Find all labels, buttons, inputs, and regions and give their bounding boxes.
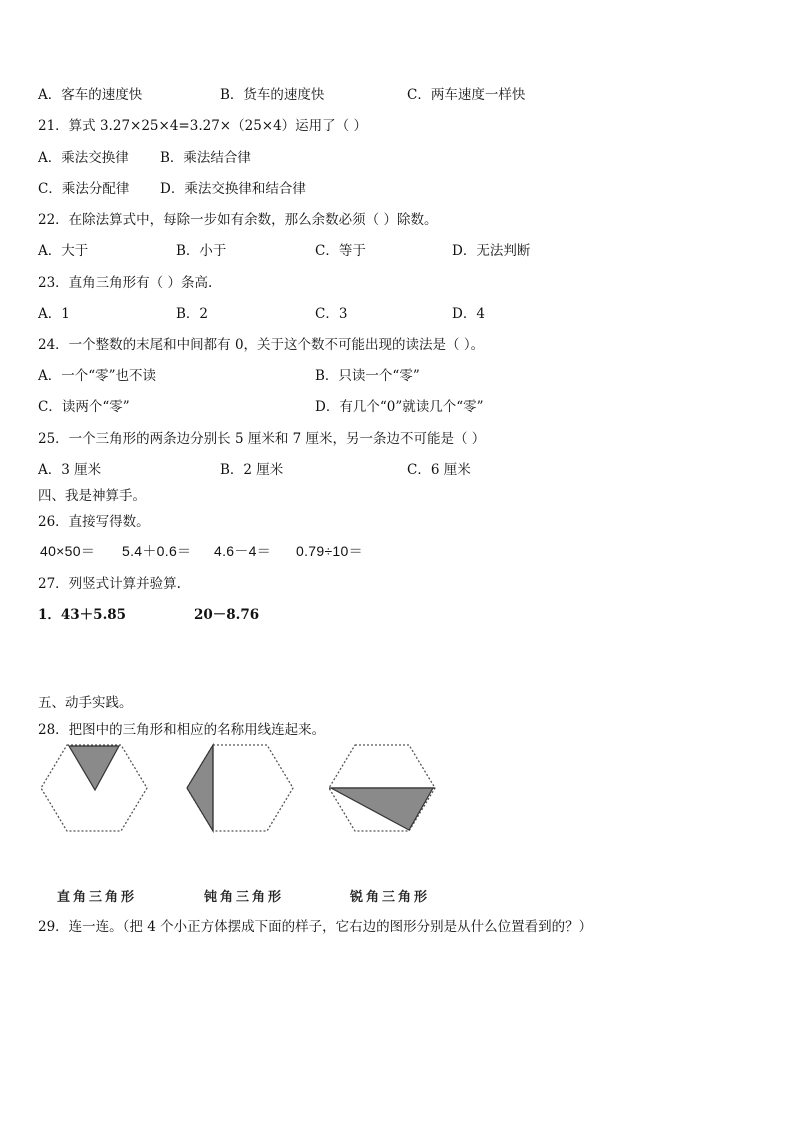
section-4-title: 四、我是神算手。 <box>38 488 146 504</box>
q23-option-d: D．4 <box>452 306 485 322</box>
q22-option-d: D．无法判断 <box>452 243 531 259</box>
q23-stem: 23．直角三角形有（ ）条高. <box>38 275 213 291</box>
q21-option-a: A．乘法交换律 <box>38 150 129 166</box>
q24-option-c: C．读两个“零” <box>38 399 130 415</box>
q21-option-c: C．乘法分配律 <box>38 181 130 197</box>
q26-item-4: 0.79÷10＝ <box>296 543 363 559</box>
q21-stem: 21．算式 3.27×25×4=3.27×（25×4）运用了（ ） <box>38 118 367 134</box>
q22-option-a: A．大于 <box>38 243 89 259</box>
q24-option-a: A．一个“零”也不读 <box>38 368 157 384</box>
q27-item-2: 20－8.76 <box>194 607 260 623</box>
label-acute-triangle: 锐角三角形 <box>350 890 431 905</box>
q26-stem: 26．直接写得数。 <box>38 514 150 530</box>
section-5-title: 五、动手实践。 <box>38 695 133 711</box>
q29-stem: 29．连一连。（把 4 个小正方体摆成下面的样子，它右边的图形分别是从什么位置看到的？） <box>38 919 593 935</box>
q21-option-b: B．乘法结合律 <box>160 150 251 166</box>
q24-stem: 24．一个整数的末尾和中间都有 0，关于这个数不可能出现的读法是（ ）。 <box>38 337 485 353</box>
q27-item-1: 1．43＋5.85 <box>38 607 127 623</box>
q25-option-c: C．6 厘米 <box>407 462 471 478</box>
q23-option-b: B．2 <box>176 306 209 322</box>
q23-option-c: C．3 <box>315 306 348 322</box>
q24-option-d: D．有几个“0”就读几个“零” <box>315 399 484 415</box>
obtuse-triangle-shape <box>187 745 213 831</box>
hexagon-figure-3 <box>326 742 438 834</box>
q24-option-b: B．只读一个“零” <box>315 368 420 384</box>
q20-option-c: C．两车速度一样快 <box>407 87 526 103</box>
q25-stem: 25．一个三角形的两条边分别长 5 厘米和 7 厘米，另一条边不可能是（ ） <box>38 431 486 447</box>
q28-stem: 28．把图中的三角形和相应的名称用线连起来。 <box>38 722 326 738</box>
q25-option-b: B．2 厘米 <box>220 462 284 478</box>
label-obtuse-triangle: 钝角三角形 <box>204 890 285 905</box>
q22-option-c: C．等于 <box>315 243 366 259</box>
label-right-triangle: 直角三角形 <box>57 890 138 905</box>
q20-option-b: B．货车的速度快 <box>220 87 325 103</box>
q26-item-1: 40×50＝ <box>40 543 96 559</box>
q25-option-a: A．3 厘米 <box>38 462 102 478</box>
q21-option-d: D．乘法交换律和结合律 <box>160 181 306 197</box>
hexagon-figure-1 <box>38 742 150 834</box>
q27-stem: 27．列竖式计算并验算. <box>38 576 181 592</box>
q20-option-a: A．客车的速度快 <box>38 87 143 103</box>
q26-item-3: 4.6－4＝ <box>214 543 272 559</box>
q26-item-2: 5.4＋0.6＝ <box>122 543 192 559</box>
q22-stem: 22．在除法算式中，每除一步如有余数，那么余数必须（ ）除数。 <box>38 212 438 228</box>
hexagon-figure-2 <box>184 742 296 834</box>
q22-option-b: B．小于 <box>176 243 227 259</box>
q23-option-a: A．1 <box>38 306 70 322</box>
